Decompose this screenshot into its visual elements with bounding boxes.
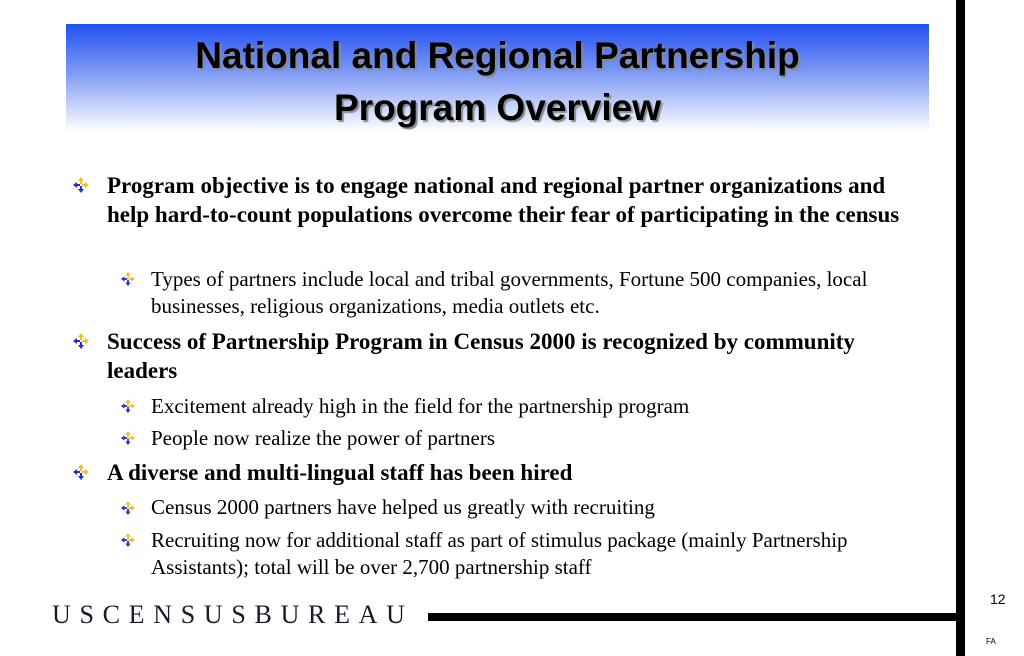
bullet-3-sub-2-text: Recruiting now for additional staff as part of stimulus package (mainly Partnership Assistants); total will be over 2,700 partnership staff: [151, 528, 848, 579]
bullet-3-sub-1-text: Census 2000 partners have helped us greatly with recruiting: [151, 495, 655, 519]
bullet-icon: [121, 431, 135, 445]
title-line-1: National and Regional Partnership: [195, 35, 800, 76]
footer-note: FA: [986, 637, 996, 646]
page-number: 12: [990, 591, 1006, 607]
bullet-2-text: Success of Partnership Program in Census 2000 is recognized by community leaders: [107, 329, 855, 383]
bullet-1-text: Program objective is to engage national and regional partner organizations and help hard-to-count populations overcome their fear of participating in the census: [107, 173, 900, 227]
bullet-icon: [121, 399, 135, 413]
bullet-icon: [73, 177, 89, 193]
bullet-icon: [121, 272, 135, 286]
right-vertical-bar: [956, 0, 965, 656]
census-bureau-logo: USCENSUSBUREAU: [52, 600, 414, 629]
bullet-3-text: A diverse and multi-lingual staff has been hired: [107, 460, 573, 485]
slide-title: [66, 30, 929, 134]
title-line-2: Program Overview: [334, 87, 661, 128]
bullet-1-sub-1-text: Types of partners include local and tribal governments, Fortune 500 companies, local businesses, religious organizations, media outlets etc.: [151, 267, 868, 318]
footer-rule: [428, 613, 956, 621]
bullet-icon: [121, 501, 135, 515]
bullet-icon: [73, 333, 89, 349]
bullet-icon: [73, 464, 89, 480]
bullet-2-sub-1-text: Excitement already high in the field for the partnership program: [151, 394, 690, 418]
bullet-2-sub-2-text: People now realize the power of partners: [151, 426, 496, 450]
bullet-icon: [121, 533, 135, 547]
